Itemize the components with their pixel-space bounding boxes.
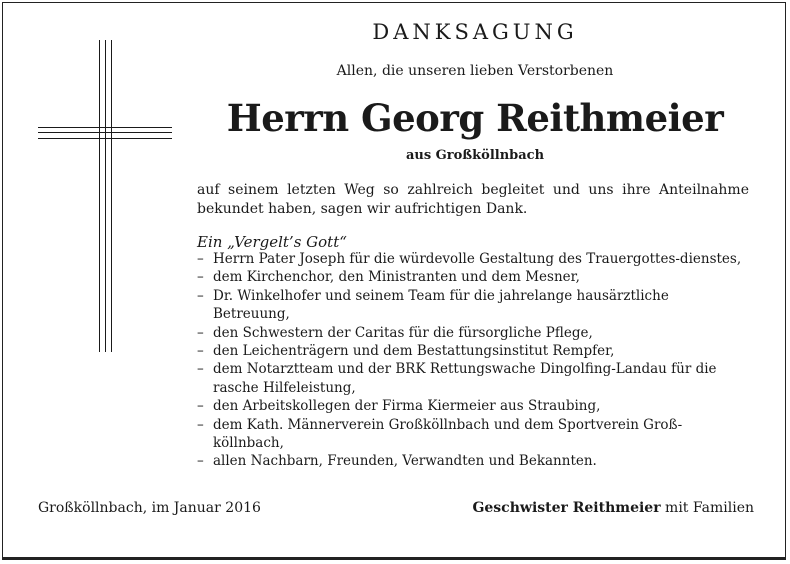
list-dash: – (197, 287, 204, 304)
list-item (197, 416, 749, 453)
list-item (197, 452, 749, 470)
footer-signature (472, 500, 754, 516)
list-dash: – (197, 398, 204, 415)
notice-heading: DANKSAGUNG (372, 20, 578, 44)
list-item-text: dem Kirchenchor, den Ministranten und dem Mesner, (213, 269, 580, 286)
list-dash: – (197, 343, 204, 360)
footer-place-date: Großköllnbach, im Januar 2016 (38, 500, 261, 516)
deceased-name: Herrn Georg Reithmeier (226, 96, 724, 140)
thanks-paragraph: auf seinem letzten Weg so zahlreich begleitet und uns ihre Anteilnahme bekundet haben, sagen wir aufrichtigen Dank. (197, 182, 749, 217)
list-item (197, 342, 749, 360)
signature-family: Geschwister Reithmeier (472, 500, 661, 516)
thanks-list (197, 250, 749, 471)
list-dash: – (197, 251, 204, 267)
list-dash: – (197, 453, 204, 470)
bottom-rule (2, 557, 786, 560)
thanks-heading: Ein „Vergelt’s Gott“ (197, 233, 347, 251)
cross-icon (38, 40, 172, 352)
origin-line: aus Großköllnbach (405, 148, 545, 163)
list-dash: – (197, 416, 204, 433)
list-item-text: dem Kath. Männerverein Großköllnbach und dem Sportverein Groß-köllnbach, (213, 416, 683, 452)
list-item (197, 268, 749, 286)
list-dash: – (197, 269, 204, 286)
list-item-text: den Arbeitskollegen der Firma Kiermeier aus Straubing, (213, 398, 601, 415)
signature-suffix: mit Familien (665, 500, 754, 516)
list-item-text: den Schwestern der Caritas für die fürsorgliche Pflege, (213, 324, 593, 341)
intro-line: Allen, die unseren lieben Verstorbenen (336, 63, 614, 79)
list-item-text: allen Nachbarn, Freunden, Verwandten und Bekannten. (213, 453, 597, 470)
list-item-text: den Leichenträgern und dem Bestattungsinstitut Rempfer, (213, 343, 615, 360)
list-item-text: dem Notarztteam und der BRK Rettungswache Dingolfing-Landau für die rasche Hilfeleistung, (213, 361, 717, 396)
list-item (197, 324, 749, 342)
list-item (197, 397, 749, 415)
list-dash: – (197, 361, 204, 378)
list-item (197, 287, 749, 324)
list-item (197, 250, 749, 268)
list-item (197, 360, 749, 397)
list-item-text: Herrn Pater Joseph für die würdevolle Gestaltung des Trauergottes-dienstes, (213, 251, 742, 267)
list-dash: – (197, 324, 204, 341)
list-item-text: Dr. Winkelhofer und seinem Team für die jahrelange hausärztliche Betreuung, (213, 287, 669, 323)
